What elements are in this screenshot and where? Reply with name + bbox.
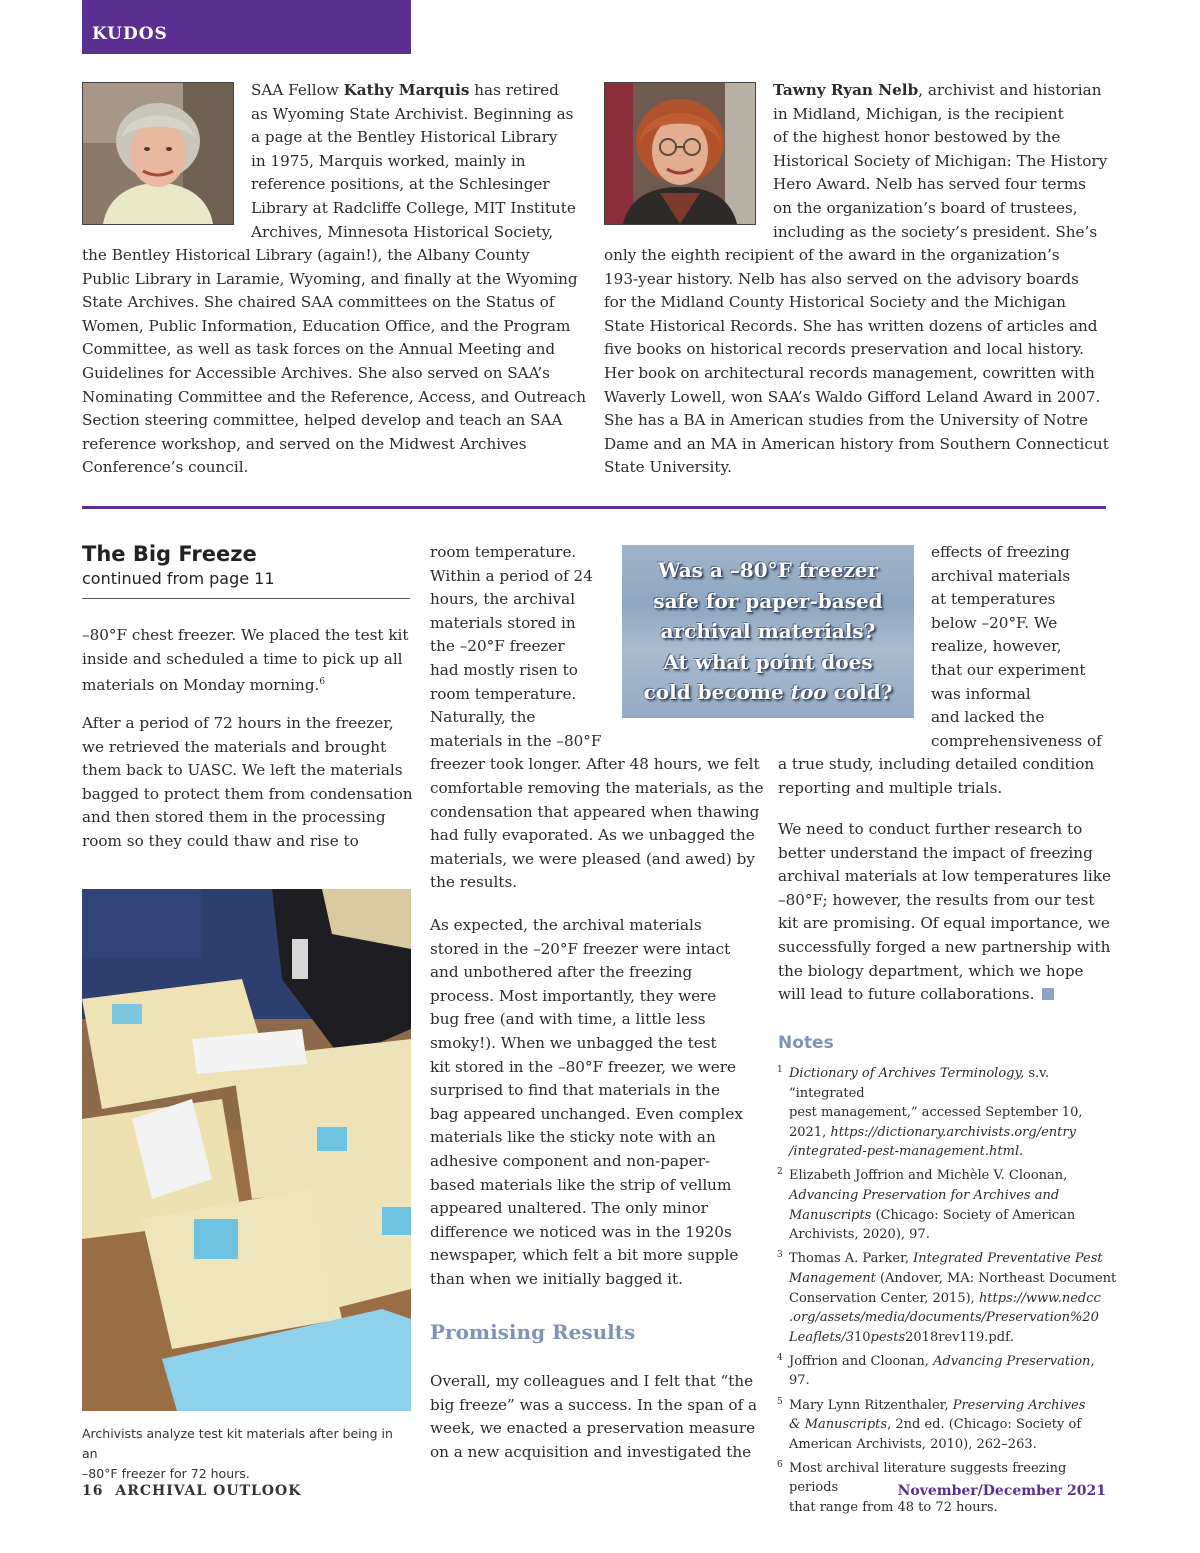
text-line: We need to conduct further research to — [778, 820, 1083, 838]
note-line: 2021, https://dictionary.archivists.org/entry — [789, 1124, 1076, 1140]
text-line: hours, the archival — [430, 590, 576, 609]
callout-line: cold become too cold? — [643, 680, 893, 704]
text-line: in Midland, Michigan, is the recipient — [773, 104, 1064, 123]
text-line: room temperature. — [430, 543, 577, 561]
note-number: 6 — [777, 1459, 783, 1470]
note-line: Advancing Preservation for Archives and — [789, 1188, 1060, 1204]
callout-line: Was a –80°F freezer — [657, 558, 879, 582]
text-line: was informal — [931, 684, 1031, 703]
text-line: process. Most importantly, they were — [430, 986, 717, 1005]
section-tag — [82, 0, 411, 54]
text-line: the Bentley Historical Library (again!), the Albany County — [82, 246, 530, 264]
text-line: Tawny Ryan Nelb, archivist and historian — [773, 81, 1102, 99]
text-line: room so they could thaw and rise to — [82, 831, 359, 850]
text-line: As expected, the archival materials — [430, 916, 702, 934]
kudos-marquis-wrap — [251, 79, 581, 244]
issue-date: November/December 2021 — [897, 1483, 1106, 1499]
text-line: Historical Society of Michigan: The History — [773, 151, 1108, 170]
text-line: bag appeared unchanged. Even complex — [430, 1104, 743, 1123]
text-line: kit are promising. Of equal importance, we — [778, 914, 1110, 933]
text-line: Waverly Lowell, won SAA’s Waldo Gifford Leland Award in 2007. — [604, 387, 1101, 406]
note-number: 5 — [777, 1396, 783, 1407]
text-line: Archivists analyze test kit materials after being in an — [82, 1426, 393, 1461]
note-number: 2 — [777, 1167, 783, 1178]
text-line: After a period of 72 hours in the freezer, — [82, 714, 394, 732]
text-line: five books on historical records preservation and local history. — [604, 340, 1084, 359]
text-line: Nominating Committee and the Reference, Access, and Outreach — [82, 387, 587, 406]
text-line: State Archives. She chaired SAA committees on the Status of — [82, 293, 555, 312]
article-col2-p2 — [430, 914, 770, 1292]
kudos-nelb-wrap — [773, 79, 1113, 244]
article-col3-p2 — [778, 818, 1118, 1007]
text-line: newspaper, which felt a bit more supple — [430, 1246, 739, 1265]
text-line: Conference’s council. — [82, 458, 249, 477]
text-line: –80°F; however, the results from our test — [778, 890, 1095, 909]
notes-list — [777, 1064, 1119, 1522]
text-line: the results. — [430, 873, 518, 892]
note-number: 3 — [777, 1250, 783, 1261]
text-line: materials like the sticky note with an — [430, 1128, 716, 1147]
pull-quote-callout — [622, 545, 914, 718]
note-line: Mary Lynn Ritzenthaler, Preserving Archives — [789, 1397, 1086, 1413]
article-col3-wrap — [931, 541, 1111, 753]
note-number: 1 — [777, 1065, 783, 1075]
text-line: comfortable removing the materials, as the — [430, 778, 764, 797]
article-title: The Big Freeze — [82, 542, 257, 566]
text-line: only the eighth recipient of the award in the organization’s — [604, 246, 1060, 264]
note-line: .org/assets/media/documents/Preservation%20 — [789, 1310, 1099, 1326]
text-line: –80°F chest freezer. We placed the test kit — [82, 626, 409, 644]
portrait-tawny-ryan-nelb — [604, 82, 756, 225]
text-line: bug free (and with time, a little less — [430, 1010, 706, 1029]
text-line: big freeze” was a success. In the span of a — [430, 1395, 758, 1414]
text-line: reporting and multiple trials. — [778, 778, 1003, 797]
text-line: and lacked the — [931, 708, 1045, 727]
text-line: a page at the Bentley Historical Library — [251, 128, 558, 147]
note-line: & Manuscripts, 2nd ed. (Chicago: Society of — [789, 1417, 1082, 1433]
text-line: for the Midland County Historical Society and the Michigan — [604, 293, 1066, 312]
text-line: Women, Public Information, Education Office, and the Program — [82, 316, 571, 335]
note-line: Elizabeth Joffrion and Michèle V. Cloonan, — [789, 1168, 1068, 1184]
text-line: on a new acquisition and investigated the — [430, 1442, 752, 1461]
text-line: the biology department, which we hope — [778, 961, 1084, 980]
notes-heading: Notes — [778, 1033, 834, 1053]
note-line: Conservation Center, 2015), https://www.nedcc — [789, 1290, 1101, 1306]
note-line: Management (Andover, MA: Northeast Document — [789, 1270, 1117, 1286]
portrait-kathy-marquis-image — [83, 83, 233, 224]
callout-line: safe for paper-based — [653, 588, 883, 613]
text-line: She has a BA in American studies from the University of Notre — [604, 411, 1089, 430]
text-line: Committee, as well as task forces on the Annual Meeting and — [82, 340, 556, 359]
page-number: 16 — [82, 1483, 104, 1499]
note-line: /integrated-pest-management.html. — [789, 1144, 1024, 1160]
text-line: inside and scheduled a time to pick up all — [82, 649, 403, 668]
note-item — [777, 1166, 1119, 1244]
text-line: –80°F freezer for 72 hours. — [82, 1466, 250, 1481]
text-line: than when we initially bagged it. — [430, 1269, 683, 1288]
text-line: the –20°F freezer — [430, 637, 565, 656]
note-line: Leaflets/310pests2018rev119.pdf. — [789, 1329, 1015, 1345]
kudos-marquis-body — [82, 244, 592, 480]
text-line: State University. — [604, 458, 732, 477]
text-line: and then stored them in the processing — [82, 808, 386, 827]
text-line: SAA Fellow Kathy Marquis has retired — [251, 81, 559, 99]
note-line: American Archivists, 2010), 262–263. — [789, 1436, 1037, 1452]
text-line: condensation that appeared when thawing — [430, 802, 760, 821]
text-line: comprehensiveness of — [931, 731, 1102, 750]
text-line: smoky!). When we unbagged the test — [430, 1033, 717, 1052]
text-line: realize, however, — [931, 637, 1062, 656]
text-line: will lead to future collaborations. — [778, 983, 1118, 1007]
text-line: had mostly risen to — [430, 660, 578, 679]
text-line: had fully evaporated. As we unbagged the — [430, 826, 755, 845]
note-line: Most archival literature suggests freezing periods — [789, 1460, 1067, 1496]
callout-line: archival materials? — [660, 619, 876, 643]
note-item — [777, 1249, 1119, 1347]
note-line: Archivists, 2020), 97. — [789, 1227, 930, 1243]
text-line: room temperature. — [430, 684, 577, 703]
text-line: bagged to protect them from condensation — [82, 784, 413, 803]
note-number: 4 — [777, 1352, 783, 1363]
note-line: Thomas A. Parker, Integrated Preventative Pest — [789, 1251, 1103, 1267]
text-line: below –20°F. We — [931, 613, 1058, 632]
article-col2-p3 — [430, 1370, 770, 1464]
text-line: materials in the –80°F — [430, 731, 602, 750]
text-line: reference positions, at the Schlesinger — [251, 175, 550, 194]
note-line: Dictionary of Archives Terminology, s.v. “integrated — [789, 1066, 1050, 1101]
text-line: Section steering committee, helped develop and teach an SAA — [82, 411, 563, 430]
article-col3-p1 — [778, 753, 1118, 800]
text-line: archival materials — [931, 566, 1071, 585]
text-line: we retrieved the materials and brought — [82, 737, 387, 756]
text-line: materials on Monday morning.$^6$ — [82, 676, 326, 695]
text-line: Dame and an MA in American history from Southern Connecticut — [604, 434, 1109, 453]
publication-name: ARCHIVAL OUTLOOK — [115, 1483, 302, 1499]
text-line: materials stored in — [430, 613, 576, 632]
section-label: KUDOS — [92, 24, 168, 44]
article-title-rule — [82, 598, 410, 599]
text-line: Overall, my colleagues and I felt that “the — [430, 1372, 754, 1390]
text-line: Guidelines for Accessible Archives. She also served on SAA’s — [82, 363, 550, 382]
text-line: reference workshop, and served on the Midwest Archives — [82, 434, 527, 453]
text-line: based materials like the strip of vellum — [430, 1175, 732, 1194]
article-continued-note: continued from page 11 — [82, 569, 275, 588]
text-line: of the highest honor bestowed by the — [773, 128, 1061, 147]
callout-line: At what point does — [663, 649, 873, 674]
section-divider — [82, 506, 1106, 509]
note-item — [777, 1396, 1119, 1455]
kudos-nelb-body — [604, 244, 1124, 480]
text-line: stored in the –20°F freezer were intact — [430, 939, 731, 958]
text-line: Archives, Minnesota Historical Society, — [251, 222, 554, 241]
text-line: surprised to find that materials in the — [430, 1081, 720, 1100]
note-line: pest management,” accessed September 10, — [789, 1105, 1083, 1121]
article-col1-p2 — [82, 712, 417, 854]
text-line: Public Library in Laramie, Wyoming, and finally at the Wyoming — [82, 269, 578, 288]
text-line: week, we enacted a preservation measure — [430, 1419, 756, 1438]
text-line: State Historical Records. She has written dozens of articles and — [604, 316, 1098, 335]
end-of-article-mark — [1042, 988, 1054, 1000]
text-line: and unbothered after the freezing — [430, 963, 693, 982]
text-line: Within a period of 24 — [430, 566, 593, 585]
text-line: on the organization’s board of trustees, — [773, 198, 1078, 217]
note-item — [777, 1064, 1119, 1162]
text-line: materials, we were pleased (and awed) by — [430, 849, 755, 868]
promising-results-heading: Promising Results — [430, 1320, 636, 1344]
text-line: Hero Award. Nelb has served four terms — [773, 175, 1086, 194]
note-item — [777, 1352, 1119, 1391]
text-line: at temperatures — [931, 590, 1056, 609]
text-line: freezer took longer. After 48 hours, we felt — [430, 755, 760, 774]
text-line: difference we noticed was in the 1920s — [430, 1222, 732, 1241]
text-line: including as the society’s president. She’s — [773, 222, 1098, 241]
text-line: archival materials at low temperatures like — [778, 867, 1111, 886]
text-line: kit stored in the –80°F freezer, we were — [430, 1057, 737, 1076]
text-line: them back to UASC. We left the materials — [82, 761, 403, 780]
text-line: Her book on architectural records management, cowritten with — [604, 363, 1095, 382]
portrait-kathy-marquis — [82, 82, 234, 225]
text-line: effects of freezing — [931, 543, 1070, 561]
portrait-tawny-ryan-nelb-image — [605, 83, 755, 224]
note-line: that range from 48 to 72 hours. — [789, 1499, 998, 1515]
text-line: Naturally, the — [430, 708, 536, 727]
article-col1-p1 — [82, 624, 417, 698]
text-line: appeared unaltered. The only minor — [430, 1199, 708, 1218]
text-line: Library at Radcliffe College, MIT Institute — [251, 198, 576, 217]
text-line: in 1975, Marquis worked, mainly in — [251, 151, 526, 170]
text-line: successfully forged a new partnership with — [778, 937, 1111, 956]
test-kit-photo — [82, 889, 411, 1411]
text-line: better understand the impact of freezing — [778, 843, 1093, 862]
footer-left — [82, 1483, 301, 1499]
text-line: that our experiment — [931, 660, 1086, 679]
text-line: adhesive component and non-paper- — [430, 1151, 711, 1170]
note-line: Manuscripts (Chicago: Society of American — [789, 1207, 1076, 1223]
test-kit-photo-image — [82, 889, 411, 1411]
text-line: a true study, including detailed condition — [778, 755, 1095, 773]
text-line: as Wyoming State Archivist. Beginning as — [251, 104, 574, 123]
note-line: Joffrion and Cloonan, Advancing Preservation, 97. — [789, 1353, 1095, 1389]
text-line: 193-year history. Nelb has also served on the advisory boards — [604, 269, 1079, 288]
photo-caption — [82, 1424, 412, 1484]
